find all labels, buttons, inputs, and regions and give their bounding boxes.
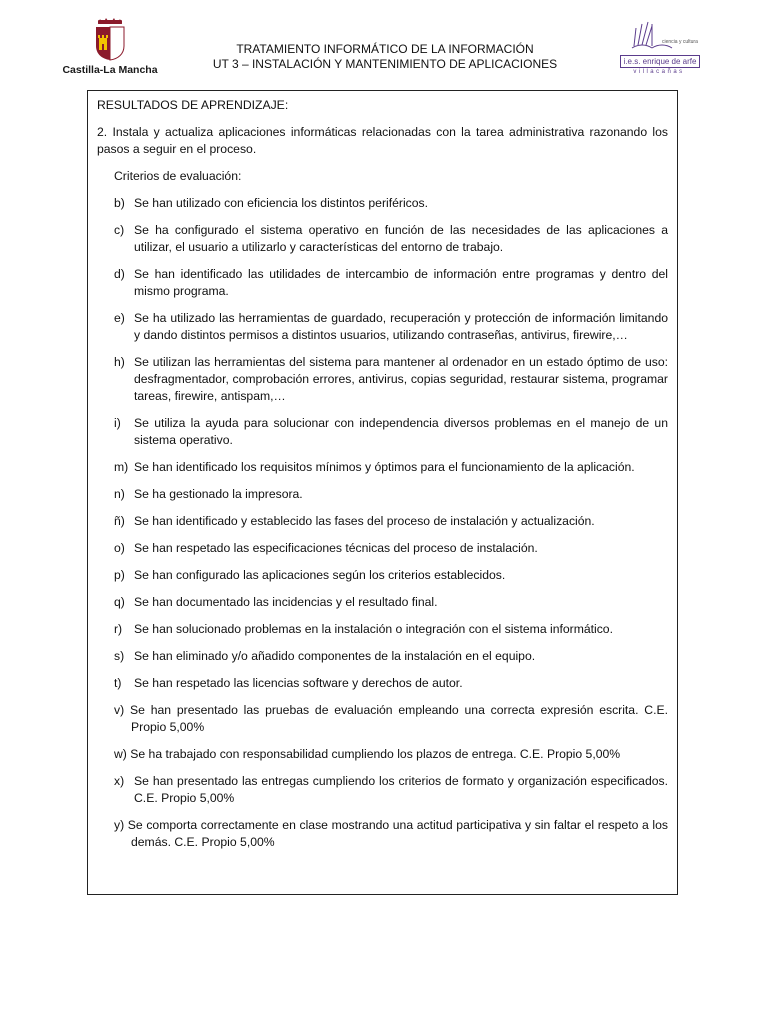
criteria-text: Se comporta correctamente en clase mostrando una actitud participativa y sin faltar el respeto a los demás. C.E. Propio 5,00% [127, 818, 668, 849]
open-book-icon [618, 18, 700, 54]
criteria-letter: w) [114, 747, 127, 761]
criteria-letter: r) [114, 622, 123, 636]
criteria-letter: b) [114, 196, 125, 210]
criteria-item [114, 513, 668, 530]
criteria-text: Se han identificado y establecido las fases del proceso de instalación y actualización. [134, 514, 595, 528]
criteria-text: Se ha configurado el sistema operativo en función de las necesidades de las aplicaciones a utilizar, el usuario a utilizarlo y características del entorno de trabajo. [134, 223, 668, 254]
criteria-item [114, 195, 668, 212]
criteria-letter: x) [114, 774, 125, 788]
criteria-item [114, 222, 668, 256]
criteria-item [114, 746, 668, 763]
criteria-letter: ñ) [114, 514, 125, 528]
criteria-item [114, 594, 668, 611]
criteria-letter: v) [114, 703, 125, 717]
criteria-item [114, 567, 668, 584]
criteria-letter: i) [114, 416, 121, 430]
criteria-letter: t) [114, 676, 122, 690]
criteria-text: Se han documentado las incidencias y el resultado final. [134, 595, 438, 609]
section-heading: RESULTADOS DE APRENDIZAJE: [97, 98, 289, 112]
criteria-item [114, 354, 668, 405]
criteria-item [114, 459, 668, 476]
criteria-item [114, 415, 668, 449]
criteria-text: Se utiliza la ayuda para solucionar con independencia diversos problemas en el manejo de un sistema operativo. [134, 416, 668, 447]
criteria-text: Se utilizan las herramientas del sistema para mantener al ordenador en un estado óptimo de uso: desfragmentador, comprobación errores, antivirus, copias seguridad, restaurar sistema, programar tareas, firewire, antispam,… [134, 355, 668, 403]
criteria-letter: n) [114, 487, 125, 501]
criteria-item [114, 486, 668, 503]
school-town: villacañas [633, 69, 685, 75]
criteria-letter: m) [114, 460, 129, 474]
criteria-text: Se ha utilizado las herramientas de guardado, recuperación y protección de información limitando y dando distintos permisos a distintos usuarios, utilizando contraseñas, antivirus, firewire,… [134, 311, 668, 342]
criteria-text: Se han configurado las aplicaciones según los criterios establecidos. [134, 568, 506, 582]
criteria-text: Se han identificado los requisitos mínimos y óptimos para el funcionamiento de la aplicación. [134, 460, 635, 474]
school-logo [618, 18, 700, 78]
criteria-item [114, 648, 668, 665]
learning-outcome-intro: 2. Instala y actualiza aplicaciones informáticas relacionadas con la tarea administrativa razonando los pasos a seguir en el proceso. [97, 125, 668, 156]
criteria-text: Se han respetado las especificaciones técnicas del proceso de instalación. [134, 541, 538, 555]
criteria-letter: h) [114, 355, 125, 369]
criteria-text: Se han respetado las licencias software y derechos de autor. [134, 676, 463, 690]
criteria-text: Se ha gestionado la impresora. [134, 487, 303, 501]
document-header [190, 42, 580, 72]
criteria-item [114, 702, 668, 736]
criteria-letter: o) [114, 541, 125, 555]
criteria-letter: p) [114, 568, 125, 582]
criteria-letter: c) [114, 223, 125, 237]
criteria-text: Se han utilizado con eficiencia los distintos periféricos. [134, 196, 429, 210]
criteria-item [114, 817, 668, 851]
criteria-text: Se han presentado las entregas cumpliendo los criterios de formato y organización especificados. C.E. Propio 5,00% [134, 774, 668, 805]
criteria-letter: d) [114, 267, 125, 281]
school-tagline: ciencia y cultura [662, 39, 698, 45]
criteria-heading: Criterios de evaluación: [114, 169, 242, 183]
criteria-item [114, 621, 668, 638]
criteria-item [114, 310, 668, 344]
criteria-item [114, 266, 668, 300]
criteria-text: Se han solucionado problemas en la instalación o integración con el sistema informático. [134, 622, 613, 636]
learning-outcomes-box [87, 90, 678, 895]
criteria-letter: s) [114, 649, 125, 663]
criteria-letter: e) [114, 311, 125, 325]
course-title: TRATAMIENTO INFORMÁTICO DE LA INFORMACIÓN [236, 42, 534, 56]
school-name: i.e.s. enrique de arfe [620, 55, 700, 68]
criteria-list [97, 195, 668, 851]
criteria-item [114, 540, 668, 557]
brand-name: Castilla-La Mancha [62, 64, 158, 76]
criteria-text: Se han eliminado y/o añadido componentes de la instalación en el equipo. [134, 649, 536, 663]
criteria-text: Se ha trabajado con responsabilidad cumpliendo los plazos de entrega. C.E. Propio 5,00% [130, 747, 621, 761]
criteria-text: Se han identificado las utilidades de intercambio de información entre programas y dentro del mismo programa. [134, 267, 668, 298]
castilla-la-mancha-logo [62, 18, 158, 76]
criteria-letter: q) [114, 595, 125, 609]
criteria-text: Se han presentado las pruebas de evaluación empleando una correcta expresión escrita. C.E. Propio 5,00% [129, 703, 668, 734]
unit-title: UT 3 – INSTALACIÓN Y MANTENIMIENTO DE APLICACIONES [212, 57, 558, 71]
criteria-item [114, 773, 668, 807]
criteria-letter: y) [114, 818, 125, 832]
castle-crown-crest-icon [62, 18, 158, 64]
criteria-item [114, 675, 668, 692]
